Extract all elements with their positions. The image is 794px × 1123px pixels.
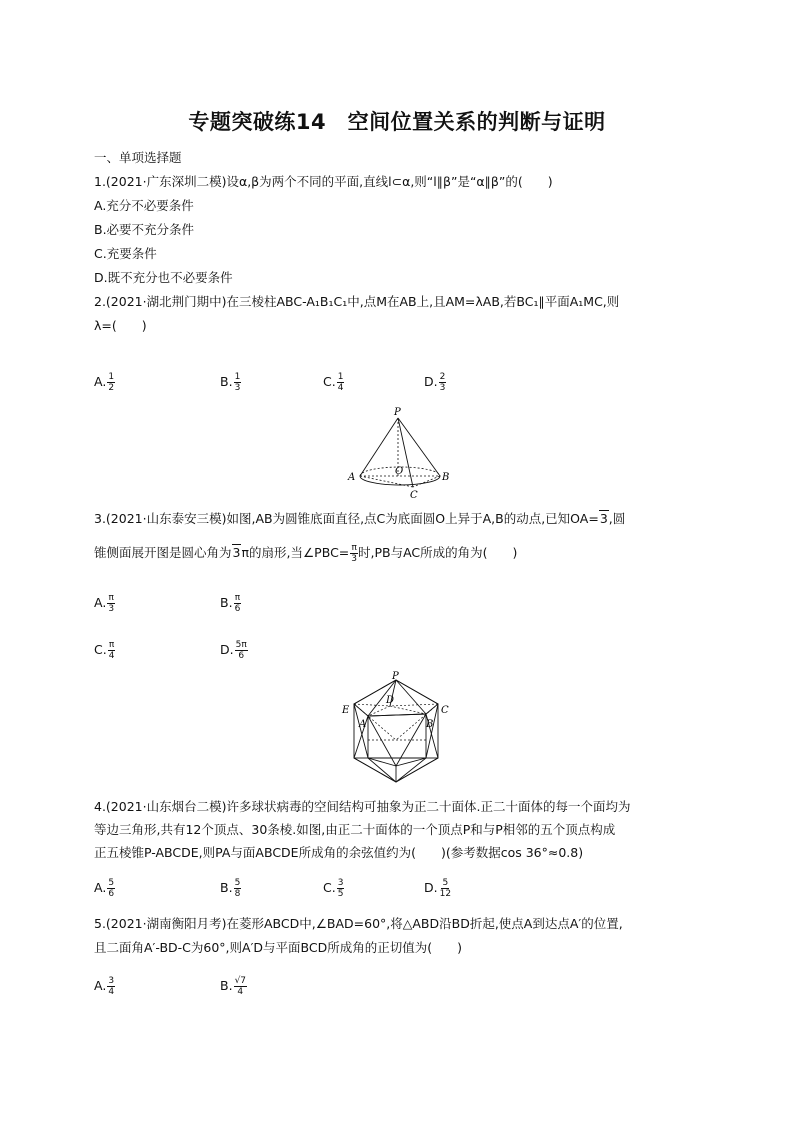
- q2-option-c[interactable]: C. $\frac{1}{4}$: [323, 372, 344, 393]
- q4-option-d[interactable]: D. $\frac{5}{12}$: [424, 878, 452, 899]
- q1-option-c[interactable]: C.充要条件: [94, 246, 157, 261]
- fig2-label-b: B: [426, 719, 434, 730]
- icosahedron-figure: [338, 670, 458, 795]
- q1-option-d[interactable]: D.既不充分也不必要条件: [94, 270, 233, 285]
- fig1-label-c: C: [410, 490, 418, 500]
- q2-option-d[interactable]: D. $\frac{2}{3}$: [424, 372, 446, 393]
- fig2-label-c: C: [441, 705, 449, 716]
- q3-option-c[interactable]: C. $\frac{\pi}{4}$: [94, 640, 115, 661]
- q4-stem-line1: 4.(2021·山东烟台二模)许多球状病毒的空间结构可抽象为正二十面体.正二十面体的每一个面均为: [94, 799, 631, 814]
- fig2-label-e: E: [342, 705, 350, 716]
- section-heading: 一、单项选择题: [94, 150, 182, 165]
- q4-stem-line3: 正五棱锥P-ABCDE,则PA与面ABCDE所成角的余弦值约为( )(参考数据cos 36°≈0.8): [94, 845, 584, 860]
- q3-stem-line1: 3.(2021·山东泰安三模)如图,AB为圆锥底面直径,点C为底面圆O上异于A,B的动点,已知OA=3,圆: [94, 511, 626, 526]
- q5-stem-line1: 5.(2021·湖南衡阳月考)在菱形ABCD中,∠BAD=60°,将△ABD沿BD折起,使点A到达点A′的位置,: [94, 916, 623, 931]
- q5-option-a[interactable]: A. $\frac{3}{4}$: [94, 976, 115, 997]
- fig1-label-o: O: [395, 466, 404, 477]
- q2-option-a[interactable]: A. $\frac{1}{2}$: [94, 372, 115, 393]
- q3-option-d[interactable]: D. $\frac{5\pi}{6}$: [220, 640, 247, 661]
- fig2-label-d: D: [386, 695, 395, 706]
- q3-option-a[interactable]: A. $\frac{\pi}{3}$: [94, 593, 115, 614]
- fig2-label-a: A: [359, 719, 367, 730]
- page-title: 专题突破练14 空间位置关系的判断与证明: [188, 110, 606, 134]
- q4-option-a[interactable]: A. $\frac{5}{6}$: [94, 878, 115, 899]
- q2-option-b[interactable]: B. $\frac{1}{3}$: [220, 372, 241, 393]
- q5-option-b[interactable]: B. $\frac{√7}{4}$: [220, 976, 247, 997]
- q3-option-b[interactable]: B. $\frac{\pi}{6}$: [220, 593, 241, 614]
- q2-stem-line2: λ=( ): [94, 318, 147, 333]
- cone-figure: [340, 405, 460, 500]
- fig1-label-a: A: [348, 472, 356, 483]
- fig1-label-p: P: [394, 407, 401, 418]
- q4-stem-line2: 等边三角形,共有12个顶点、30条棱.如图,由正二十面体的一个顶点P和与P相邻的五个顶点构成: [94, 822, 616, 837]
- q1-option-a[interactable]: A.充分不必要条件: [94, 198, 194, 213]
- q1-stem: 1.(2021·广东深圳二模)设α,β为两个不同的平面,直线l⊂α,则“l∥β”是“α∥β”的( ): [94, 174, 553, 189]
- fig2-label-p: P: [392, 671, 399, 682]
- fig1-label-b: B: [442, 472, 450, 483]
- q2-stem-line1: 2.(2021·湖北荆门期中)在三棱柱ABC-A₁B₁C₁中,点M在AB上,且AM=λAB,若BC₁∥平面A₁MC,则: [94, 294, 620, 309]
- q4-option-c[interactable]: C. $\frac{3}{5}$: [323, 878, 344, 899]
- q1-option-b[interactable]: B.必要不充分条件: [94, 222, 195, 237]
- q3-stem-line2: 锥侧面展开图是圆心角为3π的扇形,当∠PBC= $\frac{\pi}{3}$ 时,PB与AC所成的角为( ): [94, 543, 518, 564]
- q5-stem-line2: 且二面角A′-BD-C为60°,则A′D与平面BCD所成角的正切值为( ): [94, 940, 463, 955]
- q4-option-b[interactable]: B. $\frac{5}{8}$: [220, 878, 241, 899]
